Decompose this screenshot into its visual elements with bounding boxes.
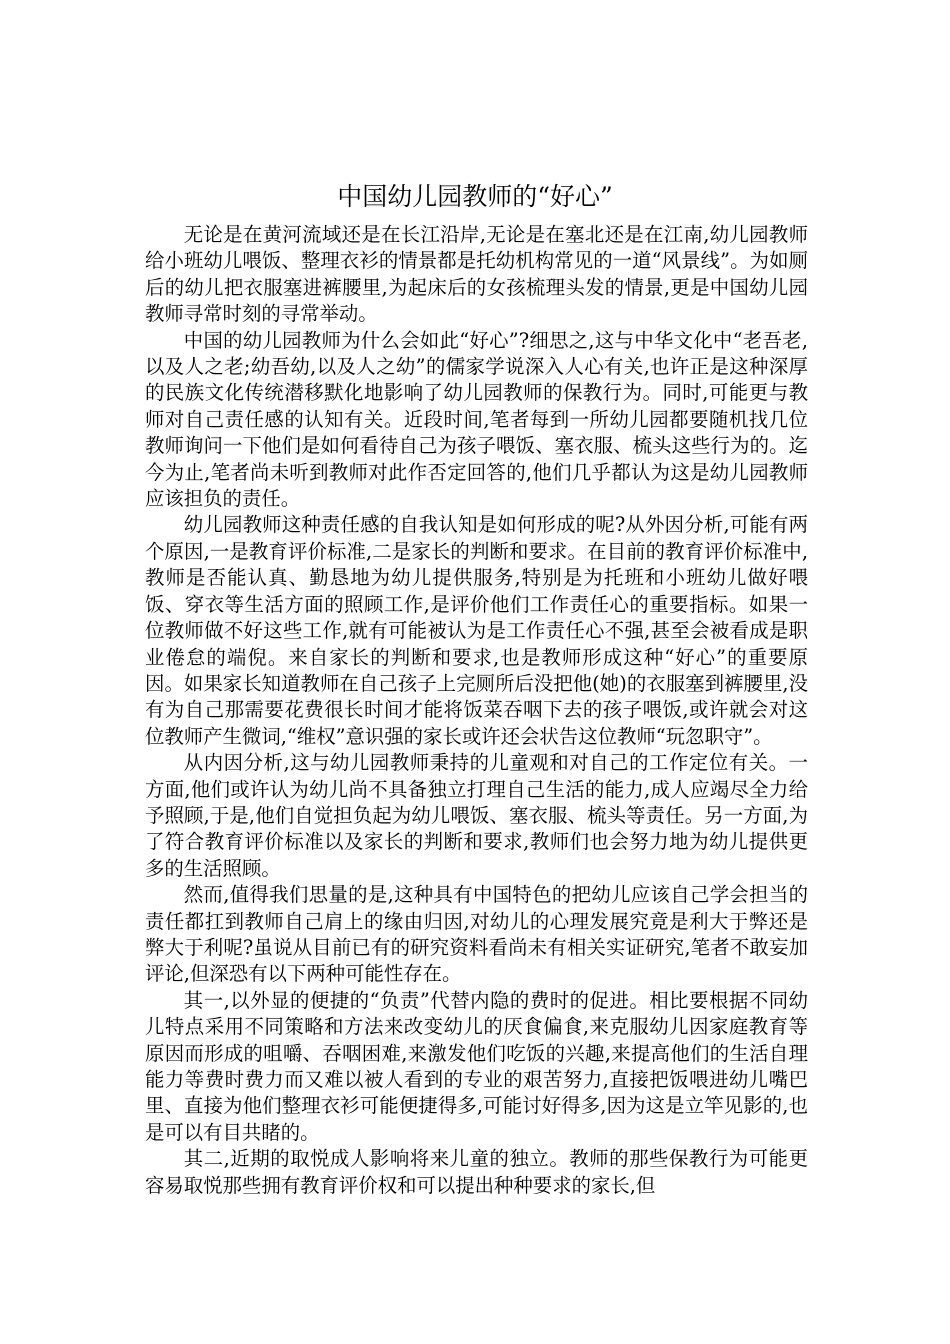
paragraph: 其二,近期的取悦成人影响将来儿童的独立。教师的那些保教行为可能更容易取悦那些拥有教育评价权和可以提出种种要求的家长,但 <box>145 1147 808 1197</box>
paragraph: 其一,以外显的便捷的“负责”代替内隐的费时的促进。相比要根据不同幼儿特点采用不同策略和方法来改变幼儿的厌食偏食,来克服幼儿因家庭教育等原因而形成的咀嚼、吞咽困难,来激发他们吃饭的兴趣,来提高他们的生活自理能力等费时费力而又难以被人看到的专业的艰苦努力,直接把饭喂进幼儿嘴巴里、直接为他们整理衣衫可能便捷得多,可能讨好得多,因为这是立竿见影的,也是可以有目共睹的。 <box>145 988 808 1144</box>
paragraph: 中国的幼儿园教师为什么会如此“好心”?细思之,这与中华文化中“老吾老,以及人之老;幼吾幼,以及人之幼”的儒家学说深入人心有关,也许正是这种深厚的民族文化传统潜移默化地影响了幼儿园教师的保教行为。同时,可能更与教师对自己责任感的认知有关。近段时间,笔者每到一所幼儿园都要随机找几位教师询问一下他们是如何看待自己为孩子喂饭、塞衣服、梳头这些行为的。迄今为止,笔者尚未听到教师对此作否定回答的,他们几乎都认为这是幼儿园教师应该担负的责任。 <box>145 328 808 511</box>
document-title: 中国幼儿园教师的“好心” <box>337 182 613 211</box>
paragraph: 从内因分析,这与幼儿园教师秉持的儿童观和对自己的工作定位有关。一方面,他们或许认为幼儿尚不具备独立打理自己生活的能力,成人应竭尽全力给予照顾,于是,他们自觉担负起为幼儿喂饭、塞衣服、梳头等责任。另一方面,为了符合教育评价标准以及家长的判断和要求,教师们也会努力地为幼儿提供更多的生活照顾。 <box>145 751 808 880</box>
document-body <box>145 222 808 1199</box>
paragraph: 无论是在黄河流域还是在长江沿岸,无论是在塞北还是在江南,幼儿园教师给小班幼儿喂饭、整理衣衫的情景都是托幼机构常见的一道“风景线”。为如厕后的幼儿把衣服塞进裤腰里,为起床后的女孩梳理头发的情景,更是中国幼儿园教师寻常时刻的寻常举动。 <box>145 223 808 326</box>
paragraph: 幼儿园教师这种责任感的自我认知是如何形成的呢?从外因分析,可能有两个原因,一是教育评价标准,二是家长的判断和要求。在目前的教育评价标准中,教师是否能认真、勤恳地为幼儿提供服务,特别是为托班和小班幼儿做好喂饭、穿衣等生活方面的照顾工作,是评价他们工作责任心的重要指标。如果一位教师做不好这些工作,就有可能被认为是工作责任心不强,甚至会被看成是职业倦怠的端倪。来自家长的判断和要求,也是教师形成这种“好心”的重要原因。如果家长知道教师在自己孩子上完厕所后没把他(她)的衣服塞到裤腰里,没有为自己那需要花费很长时间才能将饭菜吞咽下去的孩子喂饭,或许就会对这位教师产生微词,“维权”意识强的家长或许还会状告这位教师“玩忽职守”。 <box>145 513 808 748</box>
paragraph: 然而,值得我们思量的是,这种具有中国特色的把幼儿应该自己学会担当的责任都扛到教师自己肩上的缘由归因,对幼儿的心理发展究竟是利大于弊还是弊大于利呢?虽说从目前已有的研究资料看尚未有相关实证研究,笔者不敢妄加评论,但深恐有以下两种可能性存在。 <box>145 883 808 986</box>
